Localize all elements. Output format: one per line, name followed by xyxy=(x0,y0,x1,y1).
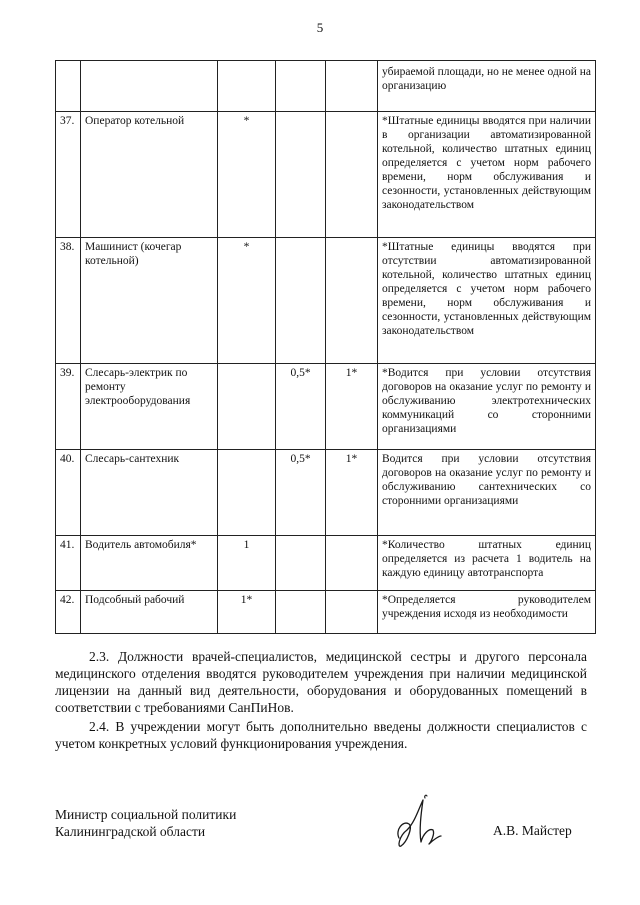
table-row xyxy=(56,238,596,364)
table-row xyxy=(56,591,596,634)
row-number: 41. xyxy=(56,536,81,591)
staff-count-a: 1 xyxy=(218,536,276,591)
staff-count-c xyxy=(326,591,378,634)
position-note: убираемой площади, но не менее одной на организацию xyxy=(378,61,596,112)
staff-count-a: 1* xyxy=(218,591,276,634)
position-note: *Штатные единицы вводятся при отсутствии автоматизированной котельной, количество штатных единиц определяется с учетом норм рабочего времени, норм обслуживания и сезонности, установленных действующим законодательством xyxy=(378,238,596,364)
staff-count-a: * xyxy=(218,112,276,238)
row-number: 42. xyxy=(56,591,81,634)
row-number: 37. xyxy=(56,112,81,238)
table-row xyxy=(56,536,596,591)
row-number: 40. xyxy=(56,450,81,536)
staff-count-b xyxy=(276,591,326,634)
table-row xyxy=(56,112,596,238)
staff-count-c xyxy=(326,112,378,238)
staff-count-b xyxy=(276,536,326,591)
position-name: Водитель автомобиля* xyxy=(81,536,218,591)
staff-count-b xyxy=(276,238,326,364)
signatory-title xyxy=(55,806,236,840)
paragraph-2-4: 2.4. В учреждении могут быть дополнительно введены должности специалистов с учетом конкретных условий функционирования учреждения. xyxy=(55,719,587,751)
table-row xyxy=(56,61,596,112)
row-number: 38. xyxy=(56,238,81,364)
staff-count-a xyxy=(218,450,276,536)
position-name: Оператор котельной xyxy=(81,112,218,238)
position-name: Машинист (кочегар котельной) xyxy=(81,238,218,364)
signatory-title-line-2: Калининградской области xyxy=(55,824,206,839)
row-number xyxy=(56,61,81,112)
staff-count-c xyxy=(326,61,378,112)
staff-count-c: 1* xyxy=(326,364,378,450)
position-name: Слесарь-электрик по ремонту электрооборудования xyxy=(81,364,218,450)
position-name xyxy=(81,61,218,112)
position-note: *Водится при условии отсутствия договоров на оказание услуг по ремонту и обслуживанию электротехнических коммуникаций со сторонними организациями xyxy=(378,364,596,450)
table-row xyxy=(56,364,596,450)
page-number: 5 xyxy=(316,20,324,35)
staff-count-c: 1* xyxy=(326,450,378,536)
staff-count-a: * xyxy=(218,238,276,364)
staff-count-b xyxy=(276,61,326,112)
staff-count-c xyxy=(326,238,378,364)
staff-count-b: 0,5* xyxy=(276,364,326,450)
handwritten-signature xyxy=(385,790,445,860)
staff-count-a xyxy=(218,364,276,450)
row-number: 39. xyxy=(56,364,81,450)
position-note: *Штатные единицы вводятся при наличии в организации автоматизированной котельной, количество штатных единиц определяется с учетом норм рабочего времени, норм обслуживания и сезонности, установленных действующим законодательством xyxy=(378,112,596,238)
staff-count-a xyxy=(218,61,276,112)
staff-table xyxy=(55,60,596,634)
staff-count-b: 0,5* xyxy=(276,450,326,536)
signatory-title-line-1: Министр социальной политики xyxy=(55,807,237,822)
staff-count-c xyxy=(326,536,378,591)
signatory-name: А.В. Майстер xyxy=(493,823,572,838)
position-name: Слесарь-сантехник xyxy=(81,450,218,536)
staff-count-b xyxy=(276,112,326,238)
position-note: Водится при условии отсутствия договоров на оказание услуг по ремонту и обслуживанию сантехнических со сторонними организациями xyxy=(378,450,596,536)
position-note: *Определяется руководителем учреждения исходя из необходимости xyxy=(378,591,596,634)
position-name: Подсобный рабочий xyxy=(81,591,218,634)
table-row xyxy=(56,450,596,536)
paragraph-2-3: 2.3. Должности врачей-специалистов, медицинской сестры и другого персонала медицинского отделения вводятся руководителем учреждения при наличии медицинской лицензии на данный вид деятельности, оборудования и оборудованных помещений в соответствии с требованиями СанПиНов. xyxy=(55,649,587,715)
position-note: *Количество штатных единиц определяется из расчета 1 водитель на каждую единицу автотранспорта xyxy=(378,536,596,591)
